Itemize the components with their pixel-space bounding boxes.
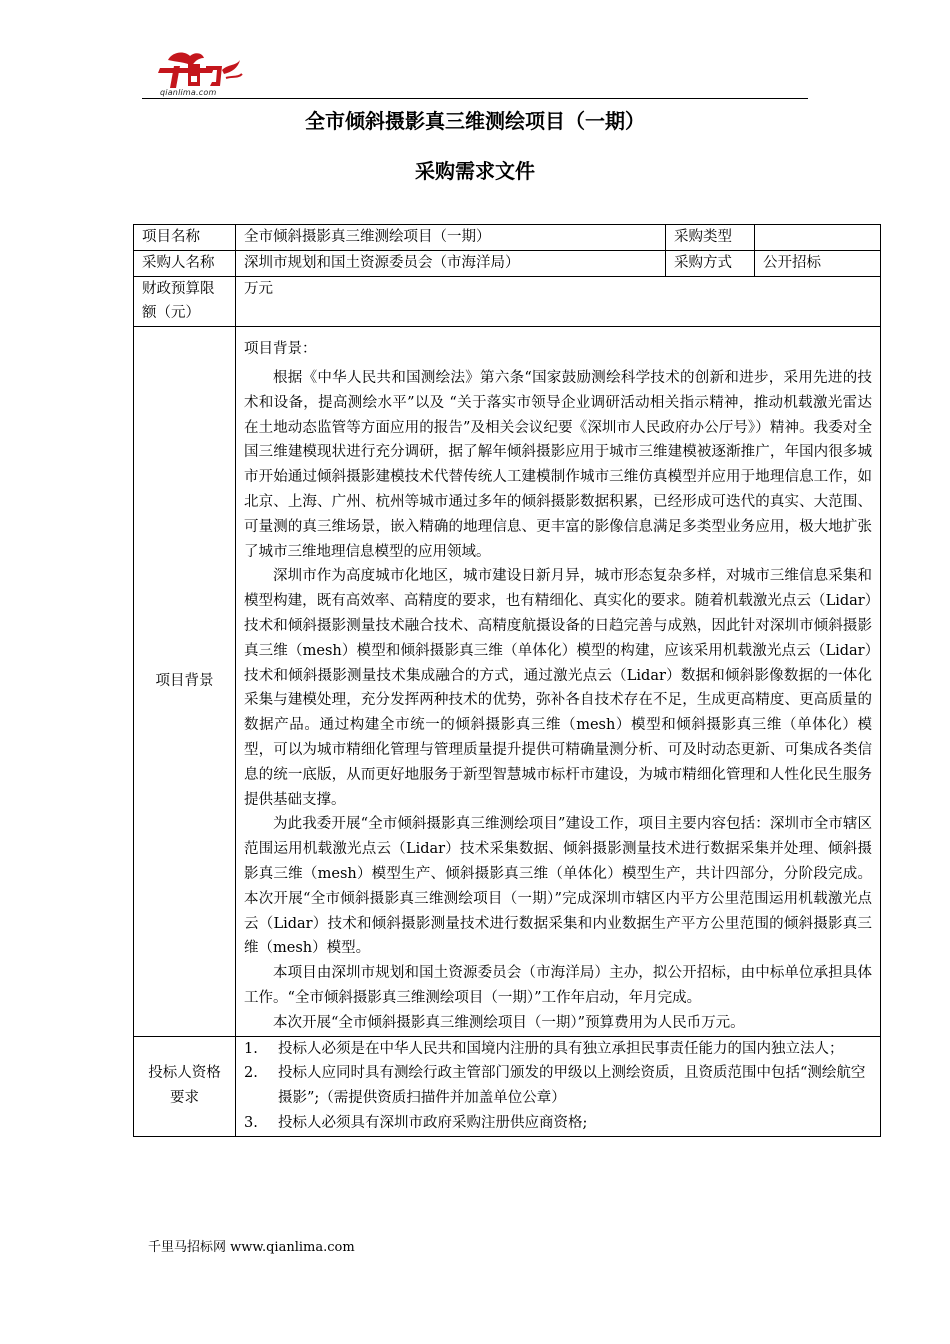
header-divider [142,98,808,99]
purchaser-value: 深圳市规划和国土资源委员会（市海洋局） [236,250,666,276]
background-paragraph: 根据《中华人民共和国测绘法》第六条“国家鼓励测绘科学技术的创新和进步，采用先进的技术和设备，提高测绘水平”以及 “关于落实市领导企业调研活动相关指示精神，推动机载激光雷达在土地动态监管等方面应用的报告”及相关会议纪要《深圳市人民政府办公厅号》）精神。我委对全国三维建模现状进行充分调研，据了解年倾斜摄影应用于城市三维建模被逐渐推广，年国内很多城市开始通过倾斜摄影建模技术代替传统人工建模制作城市三维仿真模型并应用于地理信息工作，如北京、上海、广州、杭州等城市通过多年的倾斜摄影数据积累，已经形成可迭代的真实、大范围、可量测的真三维场景，嵌入精确的地理信息、更丰富的影像信息满足多类型业务应用，极大地扩张了城市三维地理信息模型的应用领域。 [244,369,872,560]
document-title: 全市倾斜摄影真三维测绘项目（一期） [305,109,645,133]
page-footer: 千里马招标网 www.qianlima.com [148,1240,355,1255]
table-row [134,225,881,251]
table-row [134,1036,881,1136]
qualification-label: 投标人资格要求 [134,1036,236,1136]
list-item [244,1111,872,1136]
list-number: 2. [244,1065,258,1082]
background-paragraph: 深圳市作为高度城市化地区，城市建设日新月异，城市形态复杂多样，对城市三维信息采集和模型构建，既有高效率、高精度的要求，也有精细化、真实化的要求。随着机载激光点云（Lidar）技术和倾斜摄影测量技术融合技术、高精度航摄设备的日趋完善与成熟，因此针对深圳市倾斜摄影真三维（mesh）模型和倾斜摄影真三维（单体化）模型的构建，应该采用机载激光点云（Lidar）技术和倾斜摄影测量技术集成融合的方式，通过激光点云（Lidar）数据和倾斜影像数据的一体化采集与建模处理，充分发挥两种技术的优势，弥补各自技术存在不足，生成更高精度、更高质量的数据产品。通过构建全市统一的倾斜摄影真三维（mesh）模型和倾斜摄影真三维（单体化）模型，可以为城市精细化管理与管理质量提升提供可精确量测分析、可及时动态更新、可集成各类信息的统一底版，从而更好地服务于新型智慧城市标杆市建设，为城市精细化管理和人性化民生服务提供基础支撑。 [244,568,872,808]
list-item [244,1037,872,1062]
background-heading: 项目背景： [244,341,317,358]
qualification-list [244,1037,872,1136]
list-text: 投标人必须是在中华人民共和国境内注册的具有独立承担民事责任能力的国内独立法人； [278,1040,844,1057]
logo-url: qianlima.com [160,88,217,97]
purchase-method-label: 采购方式 [666,250,755,276]
background-paragraph: 本项目由深圳市规划和国土资源委员会（市海洋局）主办，拟公开招标，由中标单位承担具体工作。“全市倾斜摄影真三维测绘项目（一期）”工作年启动，年月完成。 [244,965,872,1006]
budget-value: 万元 [236,276,881,327]
purchaser-label: 采购人名称 [134,250,236,276]
background-paragraph: 本次开展“全市倾斜摄影真三维测绘项目（一期）”预算费用为人民币万元。 [273,1014,745,1031]
list-text: 投标人应同时具有测绘行政主管部门颁发的甲级以上测绘资质，且资质范围中包括“测绘航空摄影”;（需提供资质扫描件并加盖单位公章） [278,1065,866,1107]
background-label: 项目背景 [134,327,236,1036]
purchase-type-value [755,225,881,251]
background-paragraph: 为此我委开展“全市倾斜摄影真三维测绘项目”建设工作，项目主要内容包括：深圳市全市辖区范围运用机载激光点云（Lidar）技术采集数据、倾斜摄影测量技术进行数据采集并处理、倾斜摄影真三维（mesh）模型生产、倾斜摄影真三维（单体化）模型生产，共计四部分，分阶段完成。本次开展“全市倾斜摄影真三维测绘项目（一期）”完成深圳市辖区内平方公里范围运用机载激光点云（Lidar）技术和倾斜摄影测量技术进行数据采集和内业数据生产平方公里范围的倾斜摄影真三维（mesh）模型。 [244,816,872,957]
list-text: 投标人必须具有深圳市政府采购注册供应商资格; [278,1114,588,1131]
table-row [134,276,881,327]
table-row [134,250,881,276]
purchase-method-value: 公开招标 [755,250,881,276]
list-item [244,1061,872,1111]
document-subtitle: 采购需求文件 [415,159,535,183]
list-number: 1. [244,1040,258,1057]
list-number: 3. [244,1114,258,1131]
project-name-label: 项目名称 [134,225,236,251]
purchase-type-label: 采购类型 [666,225,755,251]
background-content [236,327,881,1036]
table-row [134,327,881,1036]
project-name-value: 全市倾斜摄影真三维测绘项目（一期） [236,225,666,251]
qualification-content [236,1036,881,1136]
budget-label: 财政预算限额（元） [134,276,236,327]
requirements-table [133,224,881,1137]
